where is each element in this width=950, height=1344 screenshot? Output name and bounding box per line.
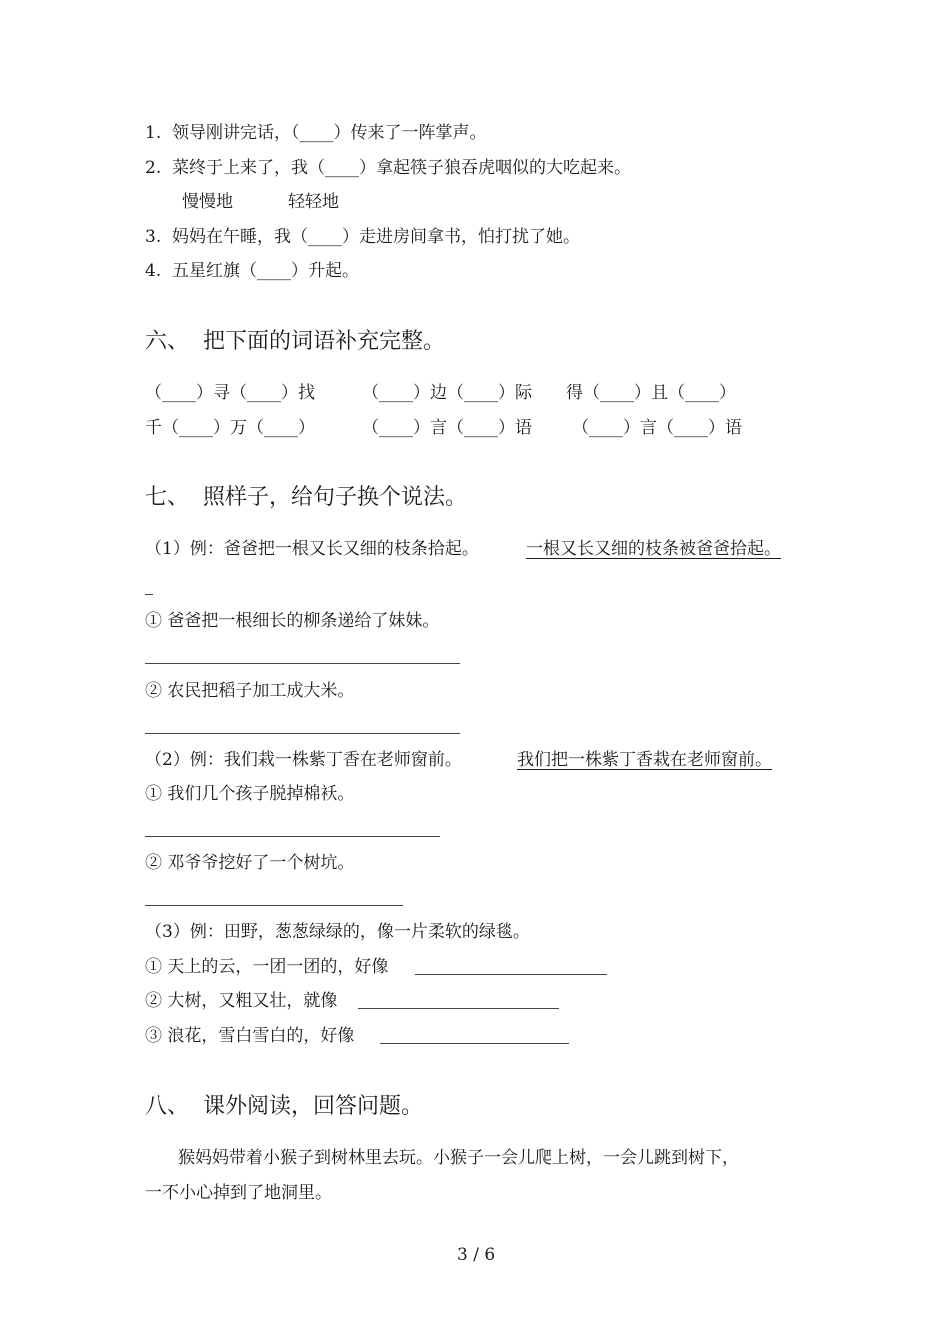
ex2-question-2: ② 邓爷爷挖好了一个树坑。	[145, 853, 355, 873]
section7-title: 七、 照样子，给句子换个说法。	[145, 485, 467, 510]
section6-word-4: 千（____）万（____）	[145, 418, 315, 438]
section6-word-6: （____）言（____）语	[572, 418, 742, 438]
ex3-prompt: （3）例：田野，葱葱绿绿的，像一片柔软的绿毯。	[145, 922, 530, 942]
ex2-answer: 我们把一株紫丁香栽在老师窗前。	[517, 750, 772, 770]
section6-word-5: （____）言（____）语	[362, 418, 532, 438]
stray-underline	[145, 594, 153, 595]
answer-line[interactable]	[380, 1043, 569, 1044]
section5-item-4: 4. 五星红旗（____）升起。	[145, 261, 360, 281]
ex1-answer: 一根又长又细的枝条被爸爸拾起。	[526, 539, 781, 559]
answer-line[interactable]	[145, 663, 460, 664]
section5-item-3: 3. 妈妈在午睡，我（____）走进房间拿书，怕打扰了她。	[145, 227, 581, 247]
page-number: 3 / 6	[457, 1245, 496, 1265]
ex3-question-2: ② 大树，又粗又壮，就像	[145, 991, 338, 1011]
answer-line[interactable]	[145, 905, 403, 906]
section5-option-2: 轻轻地	[288, 192, 339, 212]
answer-line[interactable]	[145, 733, 460, 734]
section8-title: 八、 课外阅读，回答问题。	[145, 1094, 423, 1119]
ex1-question-2: ② 农民把稻子加工成大米。	[145, 681, 355, 701]
answer-line[interactable]	[358, 1008, 559, 1009]
section5-item-2: 2. 菜终于上来了，我（____）拿起筷子狼吞虎咽似的大吃起来。	[145, 158, 632, 178]
section5-option-1: 慢慢地	[182, 192, 233, 212]
ex3-question-3: ③ 浪花，雪白雪白的，好像	[145, 1026, 355, 1046]
reading-paragraph-line-2: 一不小心掉到了地洞里。	[145, 1183, 332, 1203]
ex3-question-1: ① 天上的云，一团一团的，好像	[145, 957, 389, 977]
ex1-question-1: ① 爸爸把一根细长的柳条递给了妹妹。	[145, 611, 440, 631]
section6-word-3: 得（____）且（____）	[566, 383, 736, 403]
ex1-prompt: （1）例：爸爸把一根又长又细的枝条拾起。	[145, 539, 479, 559]
answer-line[interactable]	[145, 836, 440, 837]
section6-title: 六、 把下面的词语补充完整。	[145, 329, 445, 354]
ex2-question-1: ① 我们几个孩子脱掉棉袄。	[145, 784, 355, 804]
section6-word-1: （____）寻（____）找	[145, 383, 315, 403]
section6-word-2: （____）边（____）际	[362, 383, 532, 403]
section5-item-1: 1. 领导刚讲完话，（____）传来了一阵掌声。	[145, 123, 487, 143]
reading-paragraph-line-1: 猴妈妈带着小猴子到树林里去玩。小猴子一会儿爬上树，一会儿跳到树下，	[178, 1148, 739, 1168]
ex2-prompt: （2）例：我们栽一株紫丁香在老师窗前。	[145, 750, 462, 770]
answer-line[interactable]	[415, 974, 607, 975]
